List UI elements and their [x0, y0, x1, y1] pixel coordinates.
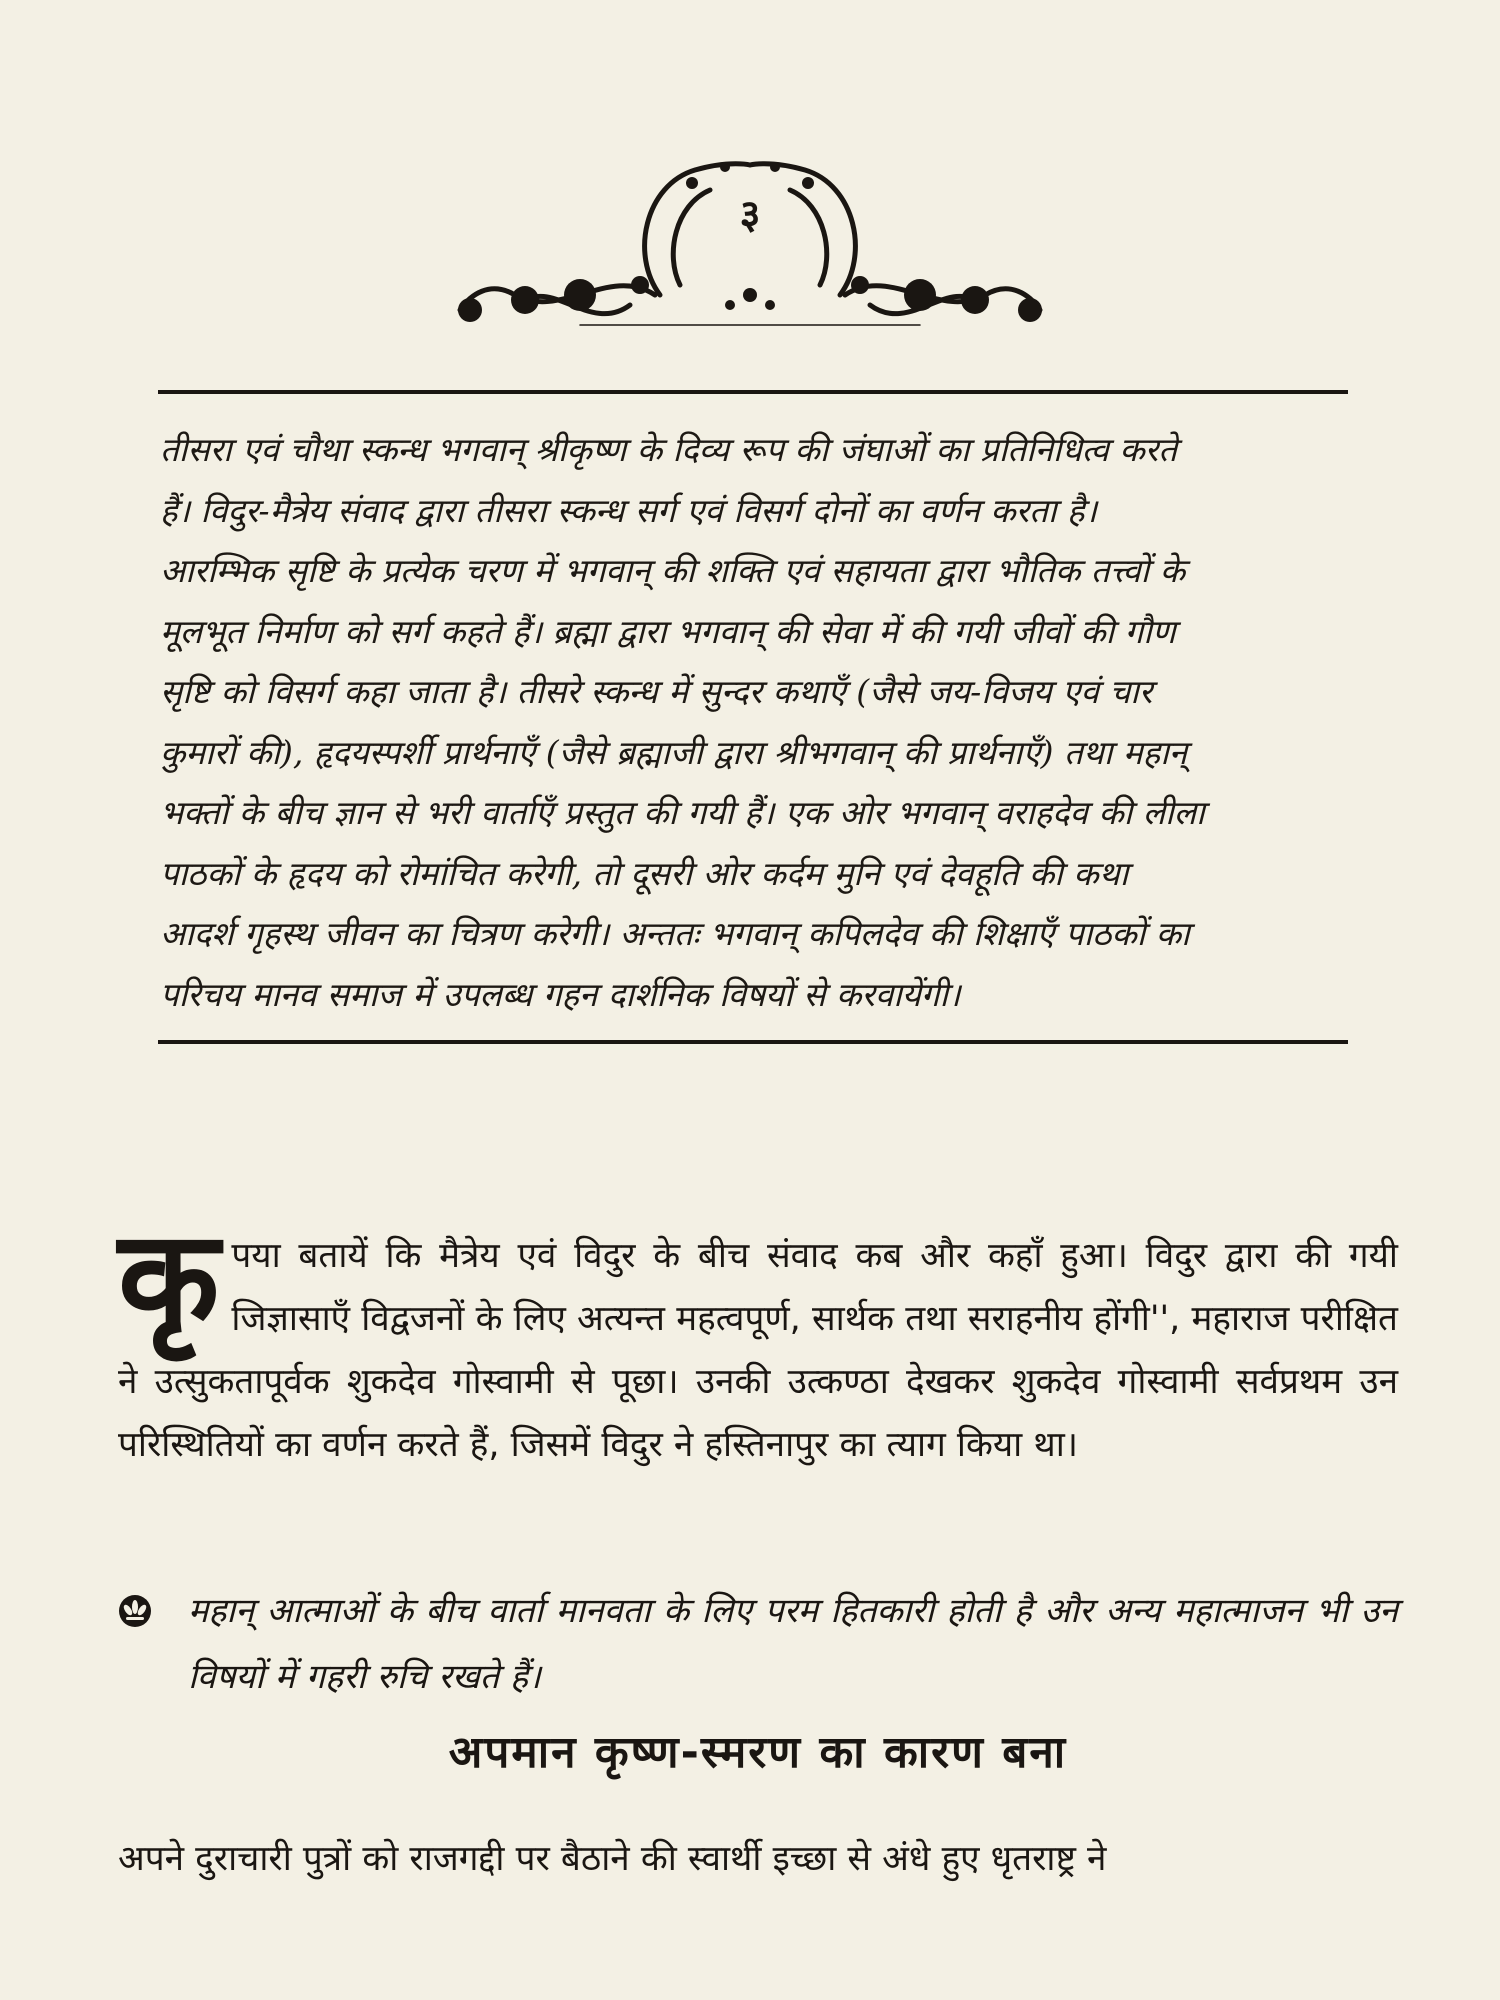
section-heading: अपमान कृष्ण-स्मरण का कारण बना: [448, 1727, 1068, 1778]
note-text: महान् आत्माओं के बीच वार्ता मानवता के लिए परम हितकारी होती है और अन्य महात्माजन भी उन विषयों में गहरी रुचि रखते हैं।: [188, 1591, 1398, 1697]
scroll-ornament-icon: [430, 145, 1070, 335]
summary-line: आरम्भिक सृष्टि के प्रत्येक चरण में भगवान् की शक्ति एवं सहायता द्वारा भौतिक तत्त्वों के: [160, 551, 1186, 590]
chapter-number: ३: [739, 192, 761, 238]
body-paragraph: [118, 1201, 1398, 1477]
chapter-ornament: [430, 145, 1070, 335]
summary-line: पाठकों के हृदय को रोमांचित करेगी, तो दूसरी ओर कर्दम मुनि एवं देवहूति की कथा: [160, 853, 1129, 893]
summary-line: परिचय मानव समाज में उपलब्ध गहन दार्शनिक विषयों से करवायेंगी।: [160, 974, 961, 1014]
summary-line: भक्तों के बीच ज्ञान से भरी वार्ताएँ प्रस्तुत की गयी हैं। एक ओर भगवान् वराहदेव की लीला: [160, 793, 1205, 832]
summary-line: कुमारों की), हृदयस्पर्शी प्रार्थनाएँ (जैसे ब्रह्माजी द्वारा श्रीभगवान् की प्रार्थनाएँ) तथा महान्: [160, 732, 1188, 772]
lotus-icon: [118, 1594, 152, 1628]
summary-line: मूलभूत निर्माण को सर्ग कहते हैं। ब्रह्मा द्वारा भगवान् की सेवा में की गयी जीवों की गौण: [160, 611, 1176, 651]
summary-line: हैं। विदुर-मैत्रेय संवाद द्वारा तीसरा स्कन्ध सर्ग एवं विसर्ग दोनों का वर्णन करता है।: [160, 490, 1098, 530]
body-paragraph-continued: अपने दुराचारी पुत्रों को राजगद्दी पर बैठाने की स्वार्थी इच्छा से अंधे हुए धृतराष्ट्र ने: [118, 1839, 1107, 1879]
summary-bottom-rule: [158, 1040, 1348, 1044]
summary-line: तीसरा एवं चौथा स्कन्ध भगवान् श्रीकृष्ण के दिव्य रूप की जंघाओं का प्रतिनिधित्व करते: [160, 430, 1178, 469]
summary-line: आदर्श गृहस्थ जीवन का चित्रण करेगी। अन्ततः भगवान् कपिलदेव की शिक्षाएँ पाठकों का: [160, 914, 1190, 953]
drop-cap: कृ: [118, 1201, 220, 1356]
body-paragraph-text: पया बतायें कि मैत्रेय एवं विदुर के बीच संवाद कब और कहाँ हुआ। विदुर द्वारा की गयी जिज्ञासाएँ विद्वजनों के लिए अत्यन्त महत्वपूर्ण, सार्थक तथा सराहनीय होंगी'', महाराज परीक्षित ने उत्सुकतापूर्वक शुकदेव गोस्वामी से पूछा। उनकी उत्कण्ठा देखकर शुकदेव गोस्वामी सर्वप्रथम उन परिस्थितियों का वर्णन करते हैं, जिसमें विदुर ने हस्तिनापुर का त्याग किया था।: [118, 1236, 1398, 1465]
chapter-summary: [160, 420, 1350, 1025]
summary-top-rule: [158, 390, 1348, 394]
summary-line: सृष्टि को विसर्ग कहा जाता है। तीसरे स्कन्ध में सुन्दर कथाएँ (जैसे जय-विजय एवं चार: [160, 672, 1153, 711]
